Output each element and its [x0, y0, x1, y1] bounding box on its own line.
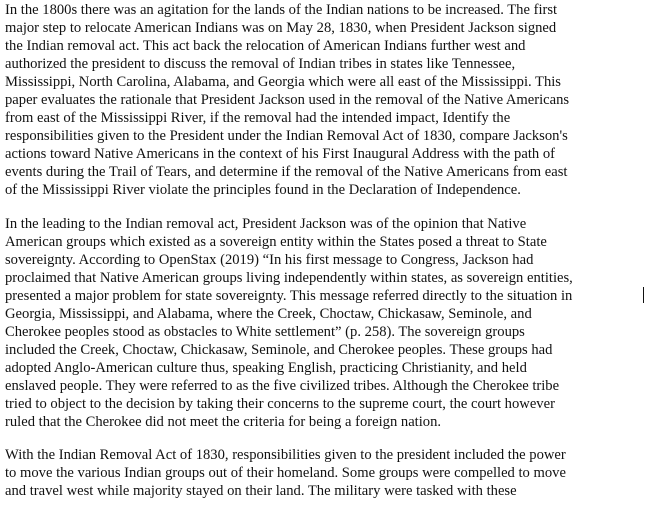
text-line: authorized the president to discuss the removal of Indian tribes in states like Tennessee, [5, 56, 516, 72]
text-line: adopted Anglo-American culture thus, speaking English, practicing Christianity, and held [5, 360, 527, 376]
text-line: actions toward Native Americans in the context of his First Inaugural Address with the path of [5, 146, 555, 162]
text-line: of the Mississippi River violate the principles found in the Declaration of Independence. [5, 182, 521, 198]
text-line: American groups which existed as a sovereign entity within the States posed a threat to State [5, 234, 547, 250]
text-line: included the Creek, Choctaw, Chickasaw, Seminole, and Cherokee peoples. These groups had [5, 342, 553, 358]
text-cursor [643, 287, 644, 303]
text-line: proclaimed that Native American groups living independently within states, as sovereign entities, [5, 270, 573, 286]
text-line: and travel west while majority stayed on their land. The military were tasked with these [5, 483, 517, 499]
text-line: responsibilities given to the President under the Indian Removal Act of 1830, compare Jackson's [5, 128, 568, 144]
text-line: paper evaluates the rationale that President Jackson used in the removal of the Native Americans [5, 92, 570, 108]
text-line: the Indian removal act. This act back the relocation of American Indians further west and [5, 38, 526, 54]
text-line: sovereignty. According to OpenStax (2019) “In his first message to Congress, Jackson had [5, 252, 534, 268]
text-line: presented a major problem for state sovereignty. This message referred directly to the situation in [5, 288, 573, 304]
text-line: tried to object to the decision by taking their concerns to the supreme court, the court however [5, 396, 555, 412]
text-line: With the Indian Removal Act of 1830, responsibilities given to the president included the power [5, 447, 566, 463]
text-line: Mississippi, North Carolina, Alabama, and Georgia which were all east of the Mississippi. This [5, 74, 561, 90]
text-line: In the 1800s there was an agitation for the lands of the Indian nations to be increased. The first [5, 2, 558, 18]
text-line: ruled that the Cherokee did not meet the criteria for being a foreign nation. [5, 414, 442, 430]
text-line: enslaved people. They were referred to as the five civilized tribes. Although the Cherokee tribe [5, 378, 560, 394]
text-line: Cherokee peoples stood as obstacles to White settlement” (p. 258). The sovereign groups [5, 324, 525, 340]
text-line: In the leading to the Indian removal act, President Jackson was of the opinion that Native [5, 216, 527, 232]
text-line: to move the various Indian groups out of their homeland. Some groups were compelled to move [5, 465, 566, 481]
text-line: from east of the Mississippi River, if the removal had the intended impact, Identify the [5, 110, 511, 126]
text-line: events during the Trail of Tears, and determine if the removal of the Native Americans from east [5, 164, 568, 180]
text-line: Georgia, Mississippi, and Alabama, where the Creek, Choctaw, Chickasaw, Seminole, and [5, 306, 532, 322]
text-line: major step to relocate American Indians was on May 28, 1830, when President Jackson signed [5, 20, 557, 36]
